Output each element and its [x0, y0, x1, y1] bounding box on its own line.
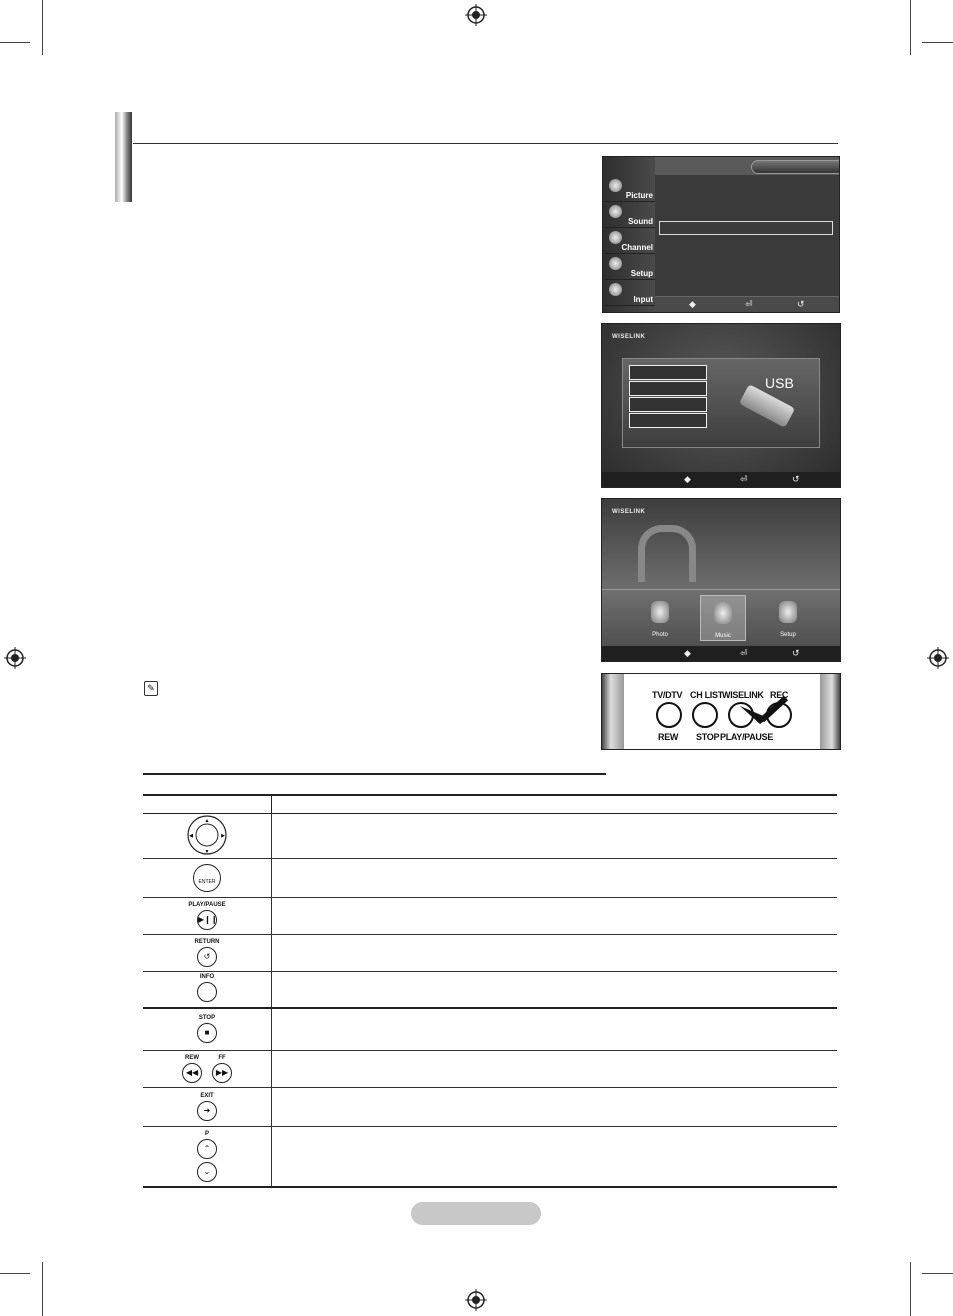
svg-text:◀: ◀: [189, 833, 193, 839]
menu-item-setup[interactable]: Setup: [605, 255, 655, 280]
return-icon: ↺: [797, 299, 805, 309]
svg-text:▲: ▲: [204, 818, 210, 824]
table-icon-cell: [143, 972, 272, 1008]
crop-mark: [910, 1262, 911, 1316]
heading-rule: [133, 143, 838, 144]
remote-edge: [602, 674, 624, 749]
channel-up-down-icon: P ⌃ ⌄: [197, 1131, 217, 1182]
tile-photo[interactable]: Photo: [638, 595, 682, 639]
table-icon-cell: [143, 1051, 272, 1088]
usb-option[interactable]: [629, 365, 707, 380]
remote-edge: [820, 674, 840, 749]
table-header-cell: [272, 795, 838, 814]
table-icon-cell: [143, 935, 272, 972]
photo-icon: [651, 601, 669, 623]
remote-label-stop: STOP: [696, 732, 720, 742]
heading-bar: [115, 112, 132, 202]
headphones-icon: [638, 525, 696, 582]
music-nav-bar: [602, 646, 840, 661]
remote-label-chlist: CH LIST: [690, 690, 723, 700]
rew-ff-buttons-icon: REW ◀◀ FF ▶▶: [182, 1055, 232, 1083]
section-rule: [143, 773, 606, 775]
table-desc-cell: [272, 898, 838, 935]
table-desc-cell: [272, 972, 838, 1008]
setup-icon: [609, 257, 622, 270]
table-icon-cell: [143, 1127, 272, 1187]
input-icon: [609, 283, 622, 296]
registration-mark-icon: [465, 4, 487, 26]
move-icon: ◆: [689, 299, 696, 309]
menu-item-sound[interactable]: Sound: [605, 203, 655, 228]
remote-label-wiselink: WISELINK: [722, 690, 764, 700]
return-icon: ↺: [792, 474, 800, 484]
stop-button-icon: STOP ■: [197, 1015, 217, 1043]
table-desc-cell: [272, 1051, 838, 1088]
crop-mark: [922, 1273, 953, 1274]
usb-device-panel: [622, 358, 820, 448]
table-icon-cell: [143, 1088, 272, 1127]
usb-nav-bar: [602, 472, 840, 487]
exit-button-icon: EXIT ➜: [197, 1093, 217, 1121]
setup-gear-icon: [779, 601, 797, 623]
enter-icon: ⏎: [745, 299, 753, 309]
remote-closeup: [601, 673, 841, 750]
crop-mark: [0, 42, 30, 43]
tv-menu-nav-bar: [655, 296, 839, 313]
tv-menu-selected-row[interactable]: [659, 221, 833, 235]
play-pause-button-icon: PLAY/PAUSE ▶❙❙: [188, 902, 225, 930]
usb-label: USB: [765, 375, 794, 391]
crop-mark: [42, 0, 43, 55]
crop-mark: [0, 1273, 30, 1274]
table-row: [143, 898, 837, 935]
tv-menu-screen: [602, 156, 840, 313]
table-row: [143, 935, 837, 972]
crop-mark: [910, 0, 911, 55]
table-desc-cell: [272, 935, 838, 972]
page-number-pill: [411, 1202, 541, 1225]
tvdtv-button[interactable]: [656, 702, 682, 728]
remote-label-rew: REW: [658, 732, 679, 742]
usb-option[interactable]: [629, 397, 707, 412]
table-header-cell: [143, 795, 272, 814]
tile-setup[interactable]: Setup: [766, 595, 810, 639]
table-icon-cell: [143, 859, 272, 898]
wiselink-music-screen: [601, 498, 841, 662]
remote-label-rec: REC: [770, 690, 789, 700]
note-icon: ✎: [144, 681, 158, 696]
table-desc-cell: [272, 1008, 838, 1051]
menu-item-channel[interactable]: Channel: [605, 229, 655, 254]
tv-menu-sidebar: [603, 157, 655, 312]
remote-label-playpause: PLAY/PAUSE: [720, 732, 774, 742]
svg-text:▶: ▶: [221, 833, 225, 839]
return-icon: ↺: [792, 648, 800, 658]
svg-text:▼: ▼: [204, 849, 210, 855]
picture-icon: [609, 179, 622, 192]
wiselink-logo: WISELINK: [612, 334, 646, 340]
enter-button-icon: ENTER: [193, 864, 221, 892]
tv-menu-header: [655, 157, 839, 175]
table-desc-cell: [272, 859, 838, 898]
pointer-arrow-icon: [740, 694, 790, 734]
direction-pad-icon: [185, 814, 229, 856]
registration-mark-icon: [4, 647, 26, 669]
table-header-row: [143, 795, 837, 814]
tile-music[interactable]: Music: [700, 595, 746, 641]
chlist-button[interactable]: [692, 702, 718, 728]
registration-mark-icon: [927, 647, 949, 669]
usb-option[interactable]: [629, 381, 707, 396]
table-row: [143, 972, 837, 1008]
enter-icon: ⏎: [740, 474, 748, 484]
table-icon-cell: [143, 1008, 272, 1051]
move-icon: ◆: [684, 474, 691, 484]
table-row: [143, 1127, 837, 1187]
remote-button-table: [143, 794, 837, 1188]
wiselink-usb-screen: [601, 323, 841, 488]
table-desc-cell: [272, 1127, 838, 1187]
music-icon: [714, 602, 732, 624]
menu-item-input[interactable]: Input: [605, 281, 655, 306]
remote-label-tvdtv: TV/DTV: [652, 690, 683, 700]
table-icon-cell: [143, 814, 272, 859]
enter-icon: ⏎: [740, 648, 748, 658]
table-icon-cell: [143, 898, 272, 935]
crop-mark: [42, 1262, 43, 1316]
table-row: [143, 1008, 837, 1051]
wiselink-logo: WISELINK: [612, 509, 646, 515]
info-button-icon: INFO: [197, 974, 217, 1004]
registration-mark-icon: [465, 1289, 487, 1311]
tv-menu-title-pill: [751, 160, 840, 174]
table-row: [143, 1051, 837, 1088]
move-icon: ◆: [684, 648, 691, 658]
crop-mark: [922, 42, 953, 43]
table-row: [143, 859, 837, 898]
sound-icon: [609, 205, 622, 218]
return-button-icon: RETURN ↺: [195, 939, 220, 967]
usb-option[interactable]: [629, 413, 707, 428]
table-row: [143, 1088, 837, 1127]
channel-icon: [609, 231, 622, 244]
menu-item-picture[interactable]: Picture: [605, 177, 655, 202]
table-desc-cell: [272, 814, 838, 859]
table-row: [143, 814, 837, 859]
table-desc-cell: [272, 1088, 838, 1127]
